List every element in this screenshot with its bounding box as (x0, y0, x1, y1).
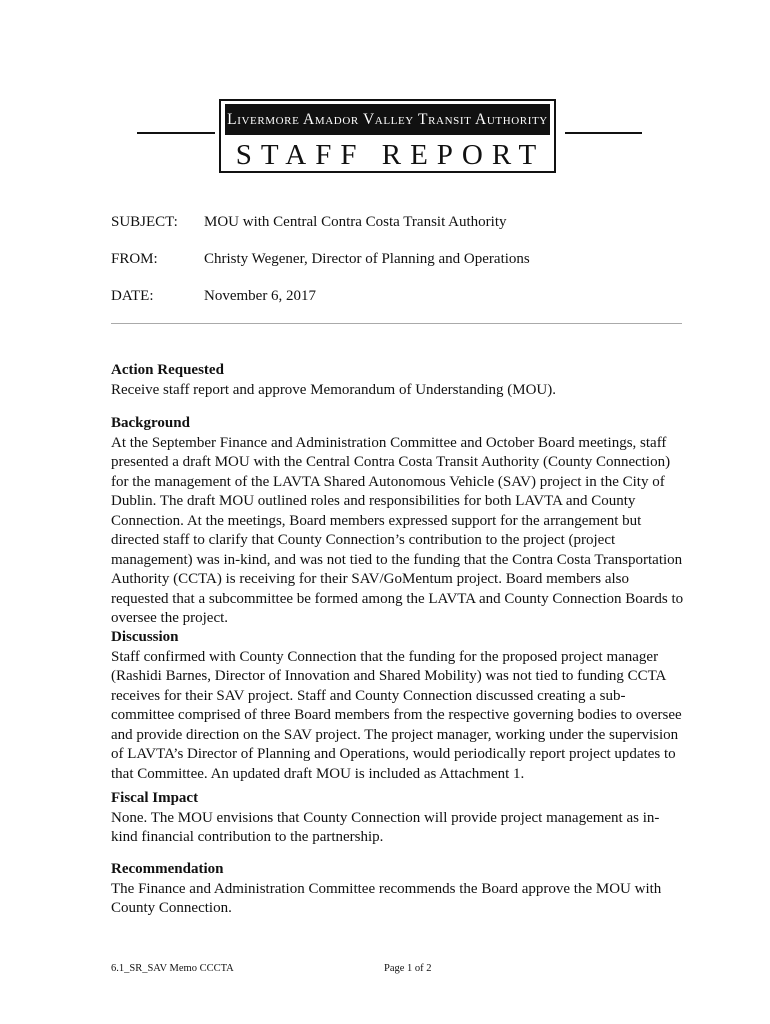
header-rule-right (565, 132, 642, 134)
from-row (111, 251, 530, 268)
section-heading: Background (111, 415, 190, 431)
section-heading: Discussion (111, 629, 179, 645)
date-value: November 6, 2017 (204, 288, 317, 304)
section-fiscal-impact (111, 789, 686, 848)
section-body: None. The MOU envisions that County Connection will provide project management as in-kind financial contribution to the partnership. (111, 809, 660, 845)
section-discussion (111, 628, 686, 784)
header-rule-left (137, 132, 215, 134)
section-recommendation (111, 860, 686, 919)
section-body: Staff confirmed with County Connection that the funding for the proposed project manager (Rashidi Barnes, Director of Innovation and Shared Mobility) was not tied to funding CCTA receives for their SAV project. Staff and County Connection discussed creating a sub-committee comprised of three Board members from the respective governing bodies to oversee and provide direction on the SAV project. The project manager, working under the supervision of LAVTA’s Director of Planning and Operations, would periodically report project updates to that Committee. An updated draft MOU is included as Attachment 1. (111, 648, 682, 782)
date-label: DATE: (111, 288, 154, 304)
divider (111, 323, 682, 324)
organization-name: Livermore Amador Valley Transit Authority (225, 104, 550, 135)
section-background (111, 414, 686, 629)
section-heading: Recommendation (111, 861, 224, 877)
subject-label: SUBJECT: (111, 214, 178, 230)
section-heading: Action Requested (111, 362, 224, 378)
report-header (219, 99, 556, 173)
subject-value: MOU with Central Contra Costa Transit Authority (204, 214, 507, 230)
subject-row (111, 214, 507, 231)
section-body: At the September Finance and Administration Committee and October Board meetings, staff presented a draft MOU with the Central Contra Costa Transit Authority (County Connection) for the management of the LAVTA Shared Autonomous Vehicle (SAV) project in the City of Dublin. The draft MOU outlined roles and responsibilities for both LAVTA and County Connection. At the meetings, Board members expressed support for the arrangement but directed staff to clarify that County Connection’s contribution to the project (project management) was in-kind, and was not tied to the funding that the Contra Costa Transportation Authority (CCTA) is receiving for their SAV/GoMentum project. Board members also requested that a subcommittee be formed among the LAVTA and County Connection Boards to oversee the project. (111, 434, 684, 626)
from-value: Christy Wegener, Director of Planning and Operations (204, 251, 530, 267)
footer-page-number: Page 1 of 2 (384, 963, 432, 974)
section-body: The Finance and Administration Committee recommends the Board approve the MOU with County Connection. (111, 880, 662, 916)
section-heading: Fiscal Impact (111, 790, 199, 806)
report-title: STAFF REPORT (235, 138, 546, 171)
from-label: FROM: (111, 251, 158, 267)
date-row (111, 288, 316, 305)
footer-filename: 6.1_SR_SAV Memo CCCTA (111, 963, 234, 974)
section-action-requested (111, 361, 686, 400)
section-body: Receive staff report and approve Memorandum of Understanding (MOU). (111, 381, 557, 398)
